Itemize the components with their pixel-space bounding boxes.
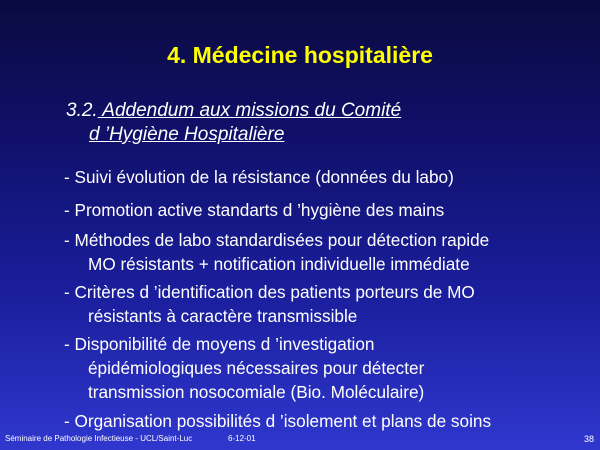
slide-number: 38 xyxy=(583,434,594,444)
bullet-item xyxy=(64,198,444,222)
footer-date: 6-12-01 xyxy=(228,434,256,443)
section-heading xyxy=(66,99,546,147)
section-heading-line2: d ’Hygiène Hospitalière xyxy=(89,124,285,145)
bullet-item xyxy=(64,280,475,328)
bullet-line: - Suivi évolution de la résistance (données du labo) xyxy=(64,167,454,187)
slide-title: 4. Médecine hospitalière xyxy=(167,42,433,68)
bullet-line: - Promotion active standarts d ’hygiène des mains xyxy=(64,200,445,220)
bullet-line: - Critères d ’identification des patients porteurs de MO xyxy=(64,282,475,302)
bullet-line-continued: MO résistants + notification individuelle immédiate xyxy=(88,254,470,274)
bullet-line: - Disponibilité de moyens d ’investigation xyxy=(64,334,375,354)
section-number: 3.2. xyxy=(66,100,98,121)
bullet-item xyxy=(64,228,489,276)
bullet-item xyxy=(64,165,454,189)
section-heading-line1: Addendum aux missions du Comité xyxy=(97,100,402,121)
bullet-line: - Organisation possibilités d ’isolement et plans de soins xyxy=(64,411,492,431)
footer-seminar: Séminaire de Pathologie Infectieuse - UCL/Saint-Luc xyxy=(5,434,193,443)
bullet-line-continued: épidémiologiques nécessaires pour détecter xyxy=(88,358,425,378)
bullet-item xyxy=(64,332,424,404)
bullet-line-continued: transmission nosocomiale (Bio. Moléculaire) xyxy=(88,382,425,402)
bullet-item xyxy=(64,409,491,433)
bullet-line-continued: résistants à caractère transmissible xyxy=(88,306,358,326)
bullet-line: - Méthodes de labo standardisées pour détection rapide xyxy=(64,230,490,250)
